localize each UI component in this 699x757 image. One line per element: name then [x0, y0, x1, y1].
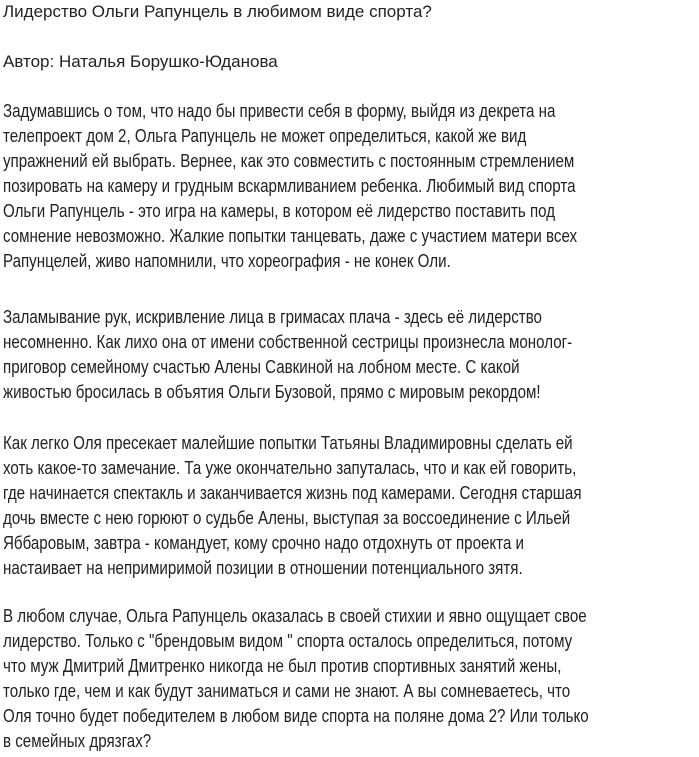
text-line: позировать на камеру и грудным вскармливанием ребенка. Любимый вид спорта [3, 176, 576, 196]
text-line: Ольги Рапунцель - это игра на камеры, в котором её лидерство поставить под [3, 201, 556, 221]
text-line: упражнений ей выбрать. Вернее, как это совместить с постоянным стремлением [3, 151, 575, 171]
text-line: Как легко Оля пресекает малейшие попытки Татьяны Владимировны сделать ей [3, 433, 573, 453]
text-line: дочь вместе с нею горюют о судьбе Алены, выступая за воссоединение с Ильей [3, 508, 571, 528]
text-line: хоть какое-то замечание. Та уже окончательно запуталась, что и как ей говорить, [3, 458, 577, 478]
text-line: Заламывание рук, искривление лица в гримасах плача - здесь её лидерство [3, 307, 542, 327]
text-line: Оля точно будет победителем в любом виде спорта на поляне дома 2? Или только [3, 706, 589, 726]
text-line: сомнение невозможно. Жалкие попытки танцевать, даже с участием матери всех [3, 226, 578, 246]
paragraph-4 [3, 604, 699, 754]
text-line: В любом случае, Ольга Рапунцель оказалась в своей стихии и явно ощущает свое [3, 606, 587, 626]
text-line: живостью бросилась в объятия Ольги Бузовой, прямо с мировым рекордом! [3, 382, 541, 402]
text-line: лидерство. Только с "брендовым видом " спорта осталось определиться, потому [3, 631, 573, 651]
text-line: несомненно. Как лихо она от имени собственной сестрицы произнесла монолог- [3, 332, 573, 352]
text-line: телепроект дом 2, Ольга Рапунцель не может определиться, какой же вид [3, 126, 527, 146]
text-line: в семейных дрязгах? [3, 731, 152, 751]
text-line: Рапунцелей, живо напомнили, что хореография - не конек Оли. [3, 251, 451, 271]
article-author: Автор: Наталья Борушко-Юданова [3, 52, 278, 71]
text-line: только где, чем и как будут заниматься и сами не знают. А вы сомневаетесь, что [3, 681, 571, 701]
text-line: настаивает на непримиримой позиции в отношении потенциального зятя. [3, 558, 523, 578]
article-title: Лидерство Ольги Рапунцель в любимом виде спорта? [3, 2, 432, 21]
text-line: Задумавшись о том, что надо бы привести себя в форму, выйдя из декрета на [3, 101, 556, 121]
paragraph-2 [3, 305, 699, 405]
text-line: приговор семейному счастью Алены Савкиной на лобном месте. С какой [3, 357, 520, 377]
text-line: что муж Дмитрий Дмитренко никогда не был против спортивных занятий жены, [3, 656, 562, 676]
paragraph-1 [3, 99, 699, 274]
text-line: Яббаровым, завтра - командует, кому срочно надо отдохнуть от проекта и [3, 533, 525, 553]
text-line: где начинается спектакль и заканчивается жизнь под камерами. Сегодня старшая [3, 483, 582, 503]
paragraph-3 [3, 431, 699, 581]
